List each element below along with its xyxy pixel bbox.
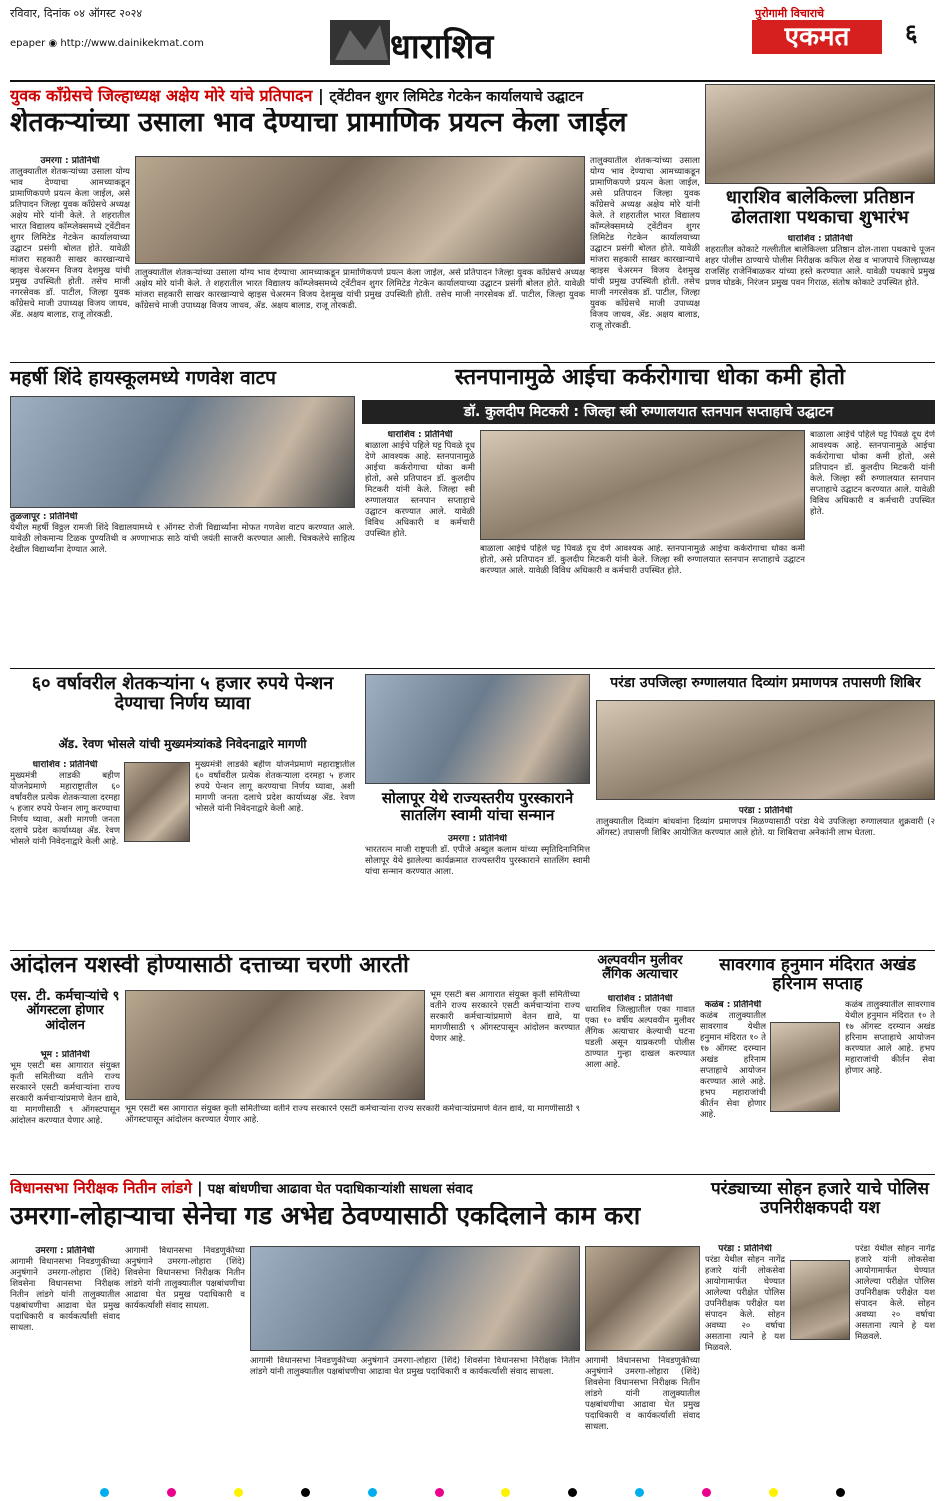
cyan-dot xyxy=(100,1488,109,1497)
agitation-body-col2 xyxy=(125,1104,580,1170)
school-headline: महर्षी शिंदे हायस्कूलमध्ये गणवेश वाटप xyxy=(10,367,276,389)
lead-kicker-right: ट्वेंटीवन शुगर लिमिटेड गेटकेन कार्यालयाचे उद्घाटन xyxy=(329,89,584,105)
cyan-dot xyxy=(368,1488,377,1497)
lead-body-col1 xyxy=(10,156,130,356)
bottom-body-col2 xyxy=(125,1246,245,1478)
temple-body-col1 xyxy=(700,1000,766,1170)
print-color-strip xyxy=(100,1488,845,1498)
temple-photo xyxy=(770,1022,840,1112)
agitation-headline: आंदोलन यशस्वी होण्यासाठी दत्ताच्या चरणी आरती xyxy=(10,954,409,978)
pension-body-col1 xyxy=(10,760,120,946)
bottom-headline: उमरगा-लोहाऱ्याचा सेनेचा गड अभेद्य ठेवण्यासाठी एकदिलाने काम करा xyxy=(10,1202,641,1230)
divyang-byline: परंडा : प्रतिनिधी xyxy=(738,806,793,816)
epaper-label: epaper xyxy=(10,38,46,49)
cancer-text-continued-2: बाळाला आईचे पहिले घट्ट पिवळे दूध देणे आवश्यक आहे. स्तनपानामुळे आईचा कर्करोगाचा धोका कमी होतो, असे प्रतिपादन डॉ. कुलदीप मिटकरी यांनी केले. जिल्हा स्त्री रुग्णालयात स्तनपान सप्ताहाचे उद्घाटन करण्यात आले. यावेळी विविध अधिकारी व कर्मचारी उपस्थित होते. xyxy=(810,430,935,517)
police-body-col1 xyxy=(705,1244,785,1478)
pension-byline: धाराशिव : प्रतिनिधी xyxy=(32,760,98,770)
lead-byline: उमरगा : प्रतिनिधी xyxy=(40,156,100,166)
balekilla-text: शहरातील कोकाटे गल्लीतील बालेकिल्ला प्रतिष्ठान ढोल-ताशा पथकाचे पूजन शहर पोलीस ठाण्याचे पोलीस निरीक्षक कफिल शेख व भाजपाचे जिल्हाध्यक्ष राजसिंह राजेनिंबाळकर यांच्या हस्ते करण्यात आले. यावेळी पथकाचे प्रमुख प्रणव घोडके, निरंजन प्रमुख पवन गिराळ, संतोष कोकाटे उपस्थित होते. xyxy=(705,245,935,288)
edition-title: धाराशिव xyxy=(390,27,494,67)
section-rule-2 xyxy=(10,668,935,669)
section-rule-3 xyxy=(10,950,935,951)
agitation-side-title: एस. टी. कर्मचाऱ्यांचे ९ ऑगस्टला होणार आंदोलन xyxy=(10,989,120,1033)
bottom-photo-1 xyxy=(250,1246,580,1351)
section-rule-4 xyxy=(10,1174,935,1175)
award-body xyxy=(365,834,590,946)
bottom-kicker-left: विधानसभा निरीक्षक नितीन लांडगे xyxy=(10,1179,192,1197)
balekilla-photo xyxy=(705,84,935,184)
pension-headline: ६० वर्षावरील शेतकऱ्यांना ५ हजार रुपये पेन्शन देण्याचा निर्णय घ्यावा xyxy=(31,673,334,714)
agitation-byline: भूम : प्रतिनिधी xyxy=(40,1050,90,1060)
bottom-body-col3 xyxy=(250,1356,580,1478)
black-dot xyxy=(301,1488,310,1497)
brand-tagline: पुरोगामी विचाराचे xyxy=(755,7,825,20)
yellow-dot xyxy=(769,1488,778,1497)
pension-body-col2 xyxy=(195,760,355,946)
award-text: भारतरत्न माजी राष्ट्रपती डॉ. एपीजे अब्दुल कलाम यांच्या स्मृतिदिनानिमित्त सोलापूर येथे झालेल्या कार्यक्रमात राज्यस्तरीय पुरस्काराने सातलिंग स्वामी यांचा सन्मान करण्यात आला. xyxy=(365,845,590,877)
cancer-photo xyxy=(480,430,805,540)
pension-portrait xyxy=(124,762,190,842)
crime-text: धाराशिव जिल्ह्यातील एका गावात एका १० वर्षीय अल्पवयीन मुलीवर लैंगिक अत्याचार केल्याची घटना घडली असून याप्रकरणी पोलीस ठाण्यात गुन्हा दाखल करण्यात आला आहे. xyxy=(585,1005,695,1070)
award-byline: उमरगा : प्रतिनिधी xyxy=(447,834,508,844)
cancer-body-col2 xyxy=(480,544,805,662)
agitation-text: भूम एसटी बस आगारात संयुक्त कृती समितीच्या वतीने राज्य सरकारने एसटी कर्मचाऱ्यांना राज्य सरकारी कर्मचाऱ्यांप्रमाणे वेतन द्यावे, या मागणीसाठी ९ ऑगस्टपासून आंदोलन करण्यात येणार आहे. xyxy=(10,1061,120,1126)
pension-text: मुख्यमंत्री लाडकी बहीण योजनेप्रमाणे महाराष्ट्रातील ६० वर्षांवरील प्रत्येक शेतकऱ्याला दरमहा ५ हजार रुपये पेन्शन लागू करण्याचा निर्णय घ्यावा, अशी मागणी जनता दलाचे प्रदेश कार्याध्यक्ष ॲड. रेवण भोसले यांनी निवेदनाद्वारे केली आहे. xyxy=(10,771,120,847)
temple-body-col2 xyxy=(845,1000,935,1170)
award-photo xyxy=(365,674,590,784)
magenta-dot xyxy=(435,1488,444,1497)
bottom-byline: उमरगा : प्रतिनिधी xyxy=(35,1246,95,1256)
divyang-headline: परंडा उपजिल्हा रुग्णालयात दिव्यांग प्रमाणपत्र तपासणी शिबिर xyxy=(610,675,921,691)
police-portrait xyxy=(790,1260,850,1340)
bottom-text-continued-2: आगामी विधानसभा निवडणुकीच्या अनुषंगाने उमरगा-लोहारा (शिंदे) शिवसेना विधानसभा निरीक्षक नितीन लांडगे यांनी तालुक्यातील पक्षबांधणीचा आढावा घेत प्रमुख पदाधिकारी व कार्यकर्त्यांशी संवाद साधला. xyxy=(250,1356,580,1377)
bottom-text: आगामी विधानसभा निवडणुकीच्या अनुषंगाने उमरगा-लोहारा (शिंदे) शिवसेना विधानसभा निरीक्षक नितीन लांडगे यांनी तालुक्यातील पक्षबांधणीचा आढावा घेत प्रमुख पदाधिकारी व कार्यकर्त्यांशी संवाद साधला. xyxy=(10,1257,120,1333)
police-text: परंडा येथील सोहन नागेंद्र हजारे यांनी लोकसेवा आयोगामार्फत घेण्यात आलेल्या परीक्षेत पोलिस उपनिरीक्षक परीक्षेत यश संपादन केले. सोहन अवघ्या २० वर्षाचा असताना त्याने हे यश मिळवले. xyxy=(705,1255,785,1353)
lead-body-continued-2: तालुक्यातील शेतकऱ्यांच्या उसाला योग्य भाव देण्याचा आमच्याकडून प्रामाणिकपणे प्रयत्न केला जाईल, असे प्रतिपादन जिल्हा युवक काँग्रेसचे अध्यक्ष अक्षेय मोरे यांनी केले. ते शहरातील भारत विद्यालय कॉम्प्लेक्समध्ये ट्वेंटीवन शुगर लिमिटेड गेटकेन कार्यालयाच्या उद्घाटन प्रसंगी बोलत होते. यावेळी मांजरा सहकारी साखर कारखान्याचे व्हाइस चेअरमन विजय देशमुख यांची प्रमुख उपस्थिती होती. तसेच माजी नगरसेवक डॉ. पाटील, जिल्हा युवक काँग्रेसचे माजी उपाध्यक्ष विजय जाधव, ॲड. अक्षय बालाड, राजू तोरकडी. xyxy=(590,156,700,331)
cancer-headline: स्तनपानामुळे आईचा कर्करोगाचा धोका कमी होतो xyxy=(455,365,845,390)
masthead-rule xyxy=(10,80,935,82)
lead-photo xyxy=(135,156,585,264)
section-rule-1 xyxy=(10,362,935,363)
bottom-kicker: विधानसभा निरीक्षक नितीन लांडगे | पक्ष बांधणीचा आढावा घेत पदाधिकाऱ्यांशी साधला संवाद xyxy=(10,1179,473,1197)
lead-kicker-left: युवक काँग्रेसचे जिल्हाध्यक्ष अक्षेय मोरे यांचे प्रतिपादन xyxy=(10,86,313,105)
lead-body-continued: तालुक्यातील शेतकऱ्यांच्या उसाला योग्य भाव देण्याचा आमच्याकडून प्रामाणिकपणे प्रयत्न केला जाईल, असे प्रतिपादन जिल्हा युवक काँग्रेसचे अध्यक्ष अक्षेय मोरे यांनी केले. ते शहरातील भारत विद्यालय कॉम्प्लेक्समध्ये ट्वेंटीवन शुगर लिमिटेड गेटकेन कार्यालयाच्या उद्घाटन प्रसंगी बोलत होते. यावेळी मांजरा सहकारी साखर कारखान्याचे व्हाइस चेअरमन विजय देशमुख यांची प्रमुख उपस्थिती होती. तसेच माजी नगरसेवक डॉ. पाटील, जिल्हा युवक काँग्रेसचे माजी उपाध्यक्ष विजय जाधव, ॲड. अक्षय बालाड, राजू तोरकडी. xyxy=(135,268,585,311)
yellow-dot xyxy=(234,1488,243,1497)
agitation-text-continued: भूम एसटी बस आगारात संयुक्त कृती समितीच्या वतीने राज्य सरकारने एसटी कर्मचाऱ्यांना राज्य सरकारी कर्मचाऱ्यांप्रमाणे वेतन द्यावे, या मागणीसाठी ९ ऑगस्टपासून आंदोलन करण्यात येणार आहे. xyxy=(125,1104,580,1125)
balekilla-body xyxy=(705,234,935,358)
police-body-col2 xyxy=(855,1244,935,1478)
yellow-dot xyxy=(501,1488,510,1497)
bottom-text-continued: आगामी विधानसभा निवडणुकीच्या अनुषंगाने उमरगा-लोहारा (शिंदे) शिवसेना विधानसभा निरीक्षक नितीन लांडगे यांनी तालुक्यातील पक्षबांधणीचा आढावा घेत प्रमुख पदाधिकारी व कार्यकर्त्यांशी संवाद साधला. xyxy=(125,1246,245,1311)
bottom-body-col1 xyxy=(10,1246,120,1478)
agitation-body-col3 xyxy=(430,990,580,1100)
bottom-text-continued-3: आगामी विधानसभा निवडणुकीच्या अनुषंगाने उमरगा-लोहारा (शिंदे) शिवसेना विधानसभा निरीक्षक नितीन लांडगे यांनी तालुक्यातील पक्षबांधणीचा आढावा घेत प्रमुख पदाधिकारी व कार्यकर्त्यांशी संवाद साधला. xyxy=(585,1356,700,1432)
brand-logo: एकमत xyxy=(752,20,882,54)
balekilla-byline: धाराशिव : प्रतिनिधी xyxy=(787,234,853,244)
magenta-dot xyxy=(702,1488,711,1497)
globe-icon: ◉ xyxy=(48,38,58,49)
divyang-body xyxy=(596,806,935,946)
lead-body: तालुक्यातील शेतकऱ्यांच्या उसाला योग्य भाव देण्याचा आमच्याकडून प्रामाणिकपणे प्रयत्न केला जाईल, असे प्रतिपादन जिल्हा युवक काँग्रेसचे अध्यक्ष अक्षेय मोरे यांनी केले. ते शहरातील भारत विद्यालय कॉम्प्लेक्समध्ये ट्वेंटीवन शुगर लिमिटेड गेटकेन कार्यालयाच्या उद्घाटन प्रसंगी बोलत होते. यावेळी मांजरा सहकारी साखर कारखान्याचे व्हाइस चेअरमन विजय देशमुख यांची प्रमुख उपस्थिती होती. तसेच माजी नगरसेवक डॉ. पाटील, जिल्हा युवक काँग्रेसचे माजी उपाध्यक्ष विजय जाधव, ॲड. अक्षय बालाड, राजू तोरकडी. xyxy=(10,167,130,320)
police-byline: परंडा : प्रतिनिधी xyxy=(718,1244,772,1254)
divyang-photo xyxy=(596,700,935,800)
bottom-kicker-right: पक्ष बांधणीचा आढावा घेत पदाधिकाऱ्यांशी साधला संवाद xyxy=(207,1182,473,1197)
temple-text-continued: कळंब तालुक्यातील सावरगाव येथील हनुमान मंदिरात १० ते १७ ऑगस्ट दरम्यान अखंड हरिनाम सप्ताहाचे आयोजन करण्यात आले आहे. हभप महाराजांची कीर्तन सेवा होणार आहे. xyxy=(845,1000,935,1076)
school-photo xyxy=(10,396,355,508)
magenta-dot xyxy=(167,1488,176,1497)
school-byline: तुळजापूर : प्रतिनिधी xyxy=(10,512,78,522)
school-text: येथील महर्षी विठ्ठल रामजी शिंदे विद्यालयामध्ये १ ऑगस्ट रोजी विद्यार्थ्यांना मोफत गणवेश वाटप करण्यात आले. यावेळी लोकमान्य टिळक पुण्यतिथी व अण्णाभाऊ साठे यांची जयंती साजरी करण्यात आली. चित्रकलेचे साहित्य देखील विद्यार्थ्यांना देण्यात आले. xyxy=(10,523,355,555)
pension-text-continued: मुख्यमंत्री लाडकी बहीण योजनेप्रमाणे महाराष्ट्रातील ६० वर्षांवरील प्रत्येक शेतकऱ्याला दरमहा ५ हजार रुपये पेन्शन लागू करण्याचा निर्णय घ्यावा, अशी मागणी जनता दलाचे प्रदेश कार्याध्यक्ष ॲड. रेवण भोसले यांनी निवेदनाद्वारे केली आहे. xyxy=(195,760,355,814)
bottom-body-col4 xyxy=(585,1356,700,1478)
temple-byline: कळंब : प्रतिनिधी xyxy=(704,1000,762,1010)
cancer-byline: धाराशिव : प्रतिनिधी xyxy=(387,430,453,440)
temple-text: कळंब तालुक्यातील सावरगाव येथील हनुमान मंदिरात १० ते १७ ऑगस्ट दरम्यान अखंड हरिनाम सप्ताहाचे आयोजन करण्यात आले आहे. हभप महाराजांची कीर्तन सेवा होणार आहे. xyxy=(700,1011,766,1120)
black-dot xyxy=(568,1488,577,1497)
temple-headline: सावरगाव हनुमान मंदिरात अखंड हरिनाम सप्ताह xyxy=(719,955,916,994)
crime-body xyxy=(585,994,695,1170)
cancer-subhead: डॉ. कुलदीप मिटकरी : जिल्हा स्त्री रुग्णालयात स्तनपान सप्ताहाचे उद्घाटन xyxy=(362,400,935,424)
crime-byline: धाराशिव : प्रतिनिधी xyxy=(607,994,673,1004)
crime-headline: अल्पवयीन मुलीवर लैंगिक अत्याचार xyxy=(597,953,683,983)
lead-headline: शेतकऱ्यांच्या उसाला भाव देण्याचा प्रामाणिक प्रयत्न केला जाईल xyxy=(10,108,627,138)
police-headline: परंड्याच्या सोहन हजारे याचे पोलिस उपनिरीक्षकपदी यश xyxy=(710,1179,930,1218)
masthead-epaper[interactable] xyxy=(10,38,204,49)
bottom-photo-2 xyxy=(585,1246,700,1351)
balekilla-headline: धाराशिव बालेकिल्ला प्रतिष्ठान ढोलताशा पथकाचा शुभारंभ xyxy=(725,187,915,228)
divyang-text: तालुक्यातील दिव्यांग बांधवांना दिव्यांग प्रमाणपत्र मिळण्यासाठी परंडा येथे उपजिल्हा रुग्णालयात शुक्रवारी (२ ऑगस्ट) तपासणी शिबिर आयोजित करण्यात आले होते. या शिबिराचा अनेकांनी लाभ घेतला. xyxy=(596,817,935,838)
lead-kicker: युवक काँग्रेसचे जिल्हाध्यक्ष अक्षेय मोरे यांचे प्रतिपादन | ट्वेंटीवन शुगर लिमिटेड गेटकेन कार्यालयाचे उद्घाटन xyxy=(10,86,584,105)
agitation-photo xyxy=(125,990,425,1100)
agitation-text-continued-2: भूम एसटी बस आगारात संयुक्त कृती समितीच्या वतीने राज्य सरकारने एसटी कर्मचाऱ्यांना राज्य सरकारी कर्मचाऱ्यांप्रमाणे वेतन द्यावे, या मागणीसाठी ९ ऑगस्टपासून आंदोलन करण्यात येणार आहे. xyxy=(430,990,580,1044)
masthead-date: रविवार, दिनांक ०४ ऑगस्ट २०२४ xyxy=(10,7,143,20)
award-headline: सोलापूर येथे राज्यस्तरीय पुरस्काराने सातलिंग स्वामी यांचा सन्मान xyxy=(381,789,574,824)
school-body xyxy=(10,512,355,662)
cyan-dot xyxy=(635,1488,644,1497)
lead-body-col3 xyxy=(590,156,700,356)
page-number: ६ xyxy=(905,19,918,47)
agitation-body-col1 xyxy=(10,1050,120,1170)
website-url[interactable]: http://www.dainikekmat.com xyxy=(60,38,204,49)
pension-subhead: ॲड. रेवण भोसले यांची मुख्यमंत्र्यांकडे निवेदनाद्वारे मागणी xyxy=(58,737,307,751)
black-dot xyxy=(836,1488,845,1497)
police-text-continued: परंडा येथील सोहन नागेंद्र हजारे यांनी लोकसेवा आयोगामार्फत घेण्यात आलेल्या परीक्षेत पोलिस उपनिरीक्षक परीक्षेत यश संपादन केले. सोहन अवघ्या २० वर्षाचा असताना त्याने हे यश मिळवले. xyxy=(855,1244,935,1342)
cancer-body-col1 xyxy=(365,430,475,662)
cancer-body-col3 xyxy=(810,430,935,662)
lead-body-col2 xyxy=(135,268,585,356)
cancer-text-continued: बाळाला आईचे पहिले घट्ट पिवळे दूध देणे आवश्यक आहे. स्तनपानामुळे आईचा कर्करोगाचा धोका कमी होतो, असे प्रतिपादन डॉ. कुलदीप मिटकरी यांनी केले. जिल्हा स्त्री रुग्णालयात स्तनपान सप्ताहाचे उद्घाटन करण्यात आले. यावेळी विविध अधिकारी व कर्मचारी उपस्थित होते. xyxy=(480,544,805,576)
cancer-text: बाळाला आईचे पहिले घट्ट पिवळे दूध देणे आवश्यक आहे. स्तनपानामुळे आईचा कर्करोगाचा धोका कमी होतो, असे प्रतिपादन डॉ. कुलदीप मिटकरी यांनी केले. जिल्हा स्त्री रुग्णालयात स्तनपान सप्ताहाचे उद्घाटन करण्यात आले. यावेळी विविध अधिकारी व कर्मचारी उपस्थित होते. xyxy=(365,441,475,539)
